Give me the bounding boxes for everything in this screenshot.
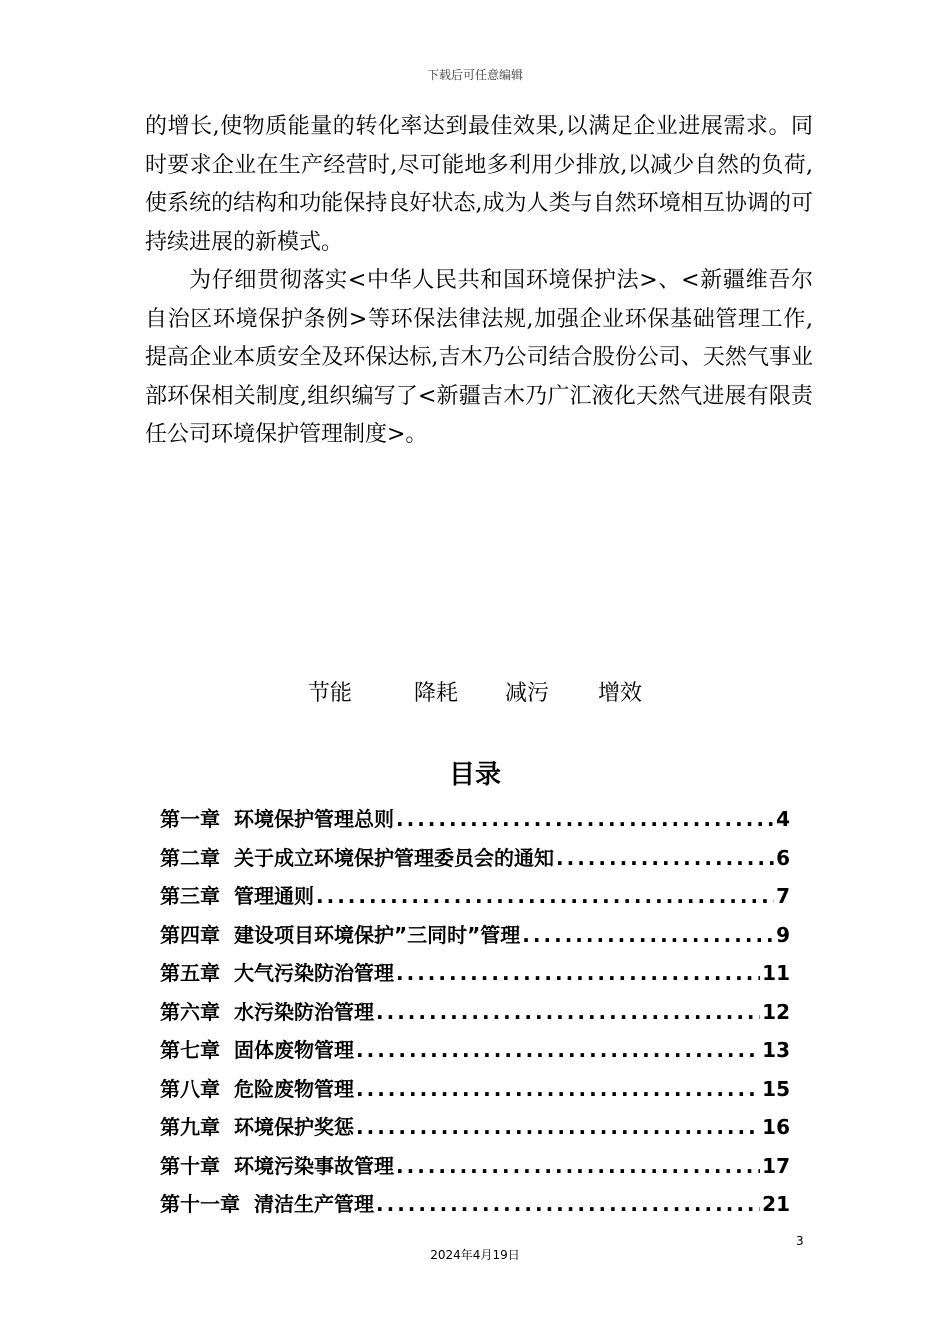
toc-entry-title: 固体废物管理: [234, 1038, 354, 1062]
toc-leader: [316, 877, 774, 916]
page-footer-date: 2024年4月19日: [430, 1248, 520, 1262]
toc-leader: [356, 1070, 760, 1109]
slogan-word: 节能: [308, 681, 353, 706]
toc-entry-title: 水污染防治管理: [234, 999, 374, 1024]
toc-entry[interactable]: [160, 1185, 790, 1224]
page-header: 下载后可任意编辑: [426, 68, 523, 82]
toc-entry-title: 关于成立环境保护管理委员会的通知: [234, 845, 554, 870]
toc-page-number: 21: [762, 1192, 790, 1216]
table-of-contents: [160, 800, 790, 1224]
toc-page-number: 11: [762, 961, 790, 985]
toc-entry[interactable]: [160, 800, 790, 839]
toc-page-number: 4: [776, 807, 790, 831]
toc-entry[interactable]: [160, 916, 790, 955]
toc-chapter: 第一章: [160, 807, 220, 831]
toc-page-number: 15: [762, 1076, 790, 1101]
toc-title: 目录: [448, 760, 501, 790]
toc-entry[interactable]: [160, 1031, 790, 1070]
toc-leader: [396, 800, 774, 839]
toc-chapter: 第二章: [160, 845, 220, 870]
toc-chapter: 第十章: [160, 1153, 220, 1178]
toc-leader: [376, 993, 760, 1032]
toc-entry-title: 环境保护管理总则: [234, 807, 394, 831]
toc-chapter: 第十一章: [160, 1192, 240, 1216]
toc-leader: [376, 1185, 760, 1224]
paragraph-continued: 的增长,使物质能量的转化率达到最佳效果,以满足企业进展需求。同时要求企业在生产经营时,尽可能地多利用少排放,以减少自然的负荷,使系统的结构和功能保持良好状态,成为人类与自然环境相互协调的可持续进展的新模式。: [145, 114, 813, 255]
toc-entry[interactable]: [160, 1070, 790, 1109]
toc-page-number: 16: [762, 1115, 790, 1139]
toc-entry[interactable]: [160, 839, 790, 878]
toc-leader: [522, 916, 774, 955]
toc-entry-title: 管理通则: [234, 884, 314, 908]
toc-entry-title: 环境污染事故管理: [234, 1153, 394, 1178]
page-number: 3: [796, 1234, 804, 1248]
toc-chapter: 第三章: [160, 884, 220, 908]
slogan-word: 增效: [598, 681, 643, 706]
toc-leader: [356, 1108, 760, 1147]
paragraph-intro: 为仔细贯彻落实<中华人民共和国环境保护法>、<新疆维吾尔自治区环境保护条例>等环保法律法规,加强企业环保基础管理工作,提高企业本质安全及环保达标,吉木乃公司结合股份公司、天然气事业部环保相关制度,组织编写了<新疆吉木乃广汇液化天然气进展有限责任公司环境保护管理制度>。: [145, 268, 813, 447]
toc-chapter: 第六章: [160, 999, 220, 1024]
toc-entry[interactable]: [160, 954, 790, 993]
toc-page-number: 17: [762, 1153, 790, 1178]
toc-page-number: 13: [762, 1038, 790, 1062]
toc-entry[interactable]: [160, 877, 790, 916]
toc-entry-title: 危险废物管理: [234, 1076, 354, 1101]
toc-leader: [396, 954, 760, 993]
toc-entry[interactable]: [160, 1108, 790, 1147]
toc-chapter: 第四章: [160, 922, 220, 947]
toc-entry-title: 大气污染防治管理: [234, 961, 394, 985]
toc-leader: [556, 839, 774, 878]
toc-page-number: 9: [776, 922, 790, 947]
toc-entry-title: 建设项目环境保护”三同时”管理: [234, 922, 521, 947]
toc-chapter: 第九章: [160, 1115, 220, 1139]
slogan-word: 减污: [505, 681, 550, 706]
toc-page-number: 12: [762, 999, 790, 1024]
toc-page-number: 7: [776, 884, 790, 908]
toc-entry[interactable]: [160, 993, 790, 1032]
toc-entry[interactable]: [160, 1147, 790, 1186]
toc-chapter: 第五章: [160, 961, 220, 985]
toc-entry-title: 环境保护奖惩: [234, 1115, 354, 1139]
toc-leader: [356, 1031, 760, 1070]
toc-leader: [396, 1147, 760, 1186]
toc-entry-title: 清洁生产管理: [254, 1192, 374, 1216]
toc-chapter: 第八章: [160, 1076, 220, 1101]
toc-page-number: 6: [776, 845, 790, 870]
toc-chapter: 第七章: [160, 1038, 220, 1062]
slogan-word: 降耗: [414, 681, 459, 706]
body-text: [145, 108, 813, 455]
